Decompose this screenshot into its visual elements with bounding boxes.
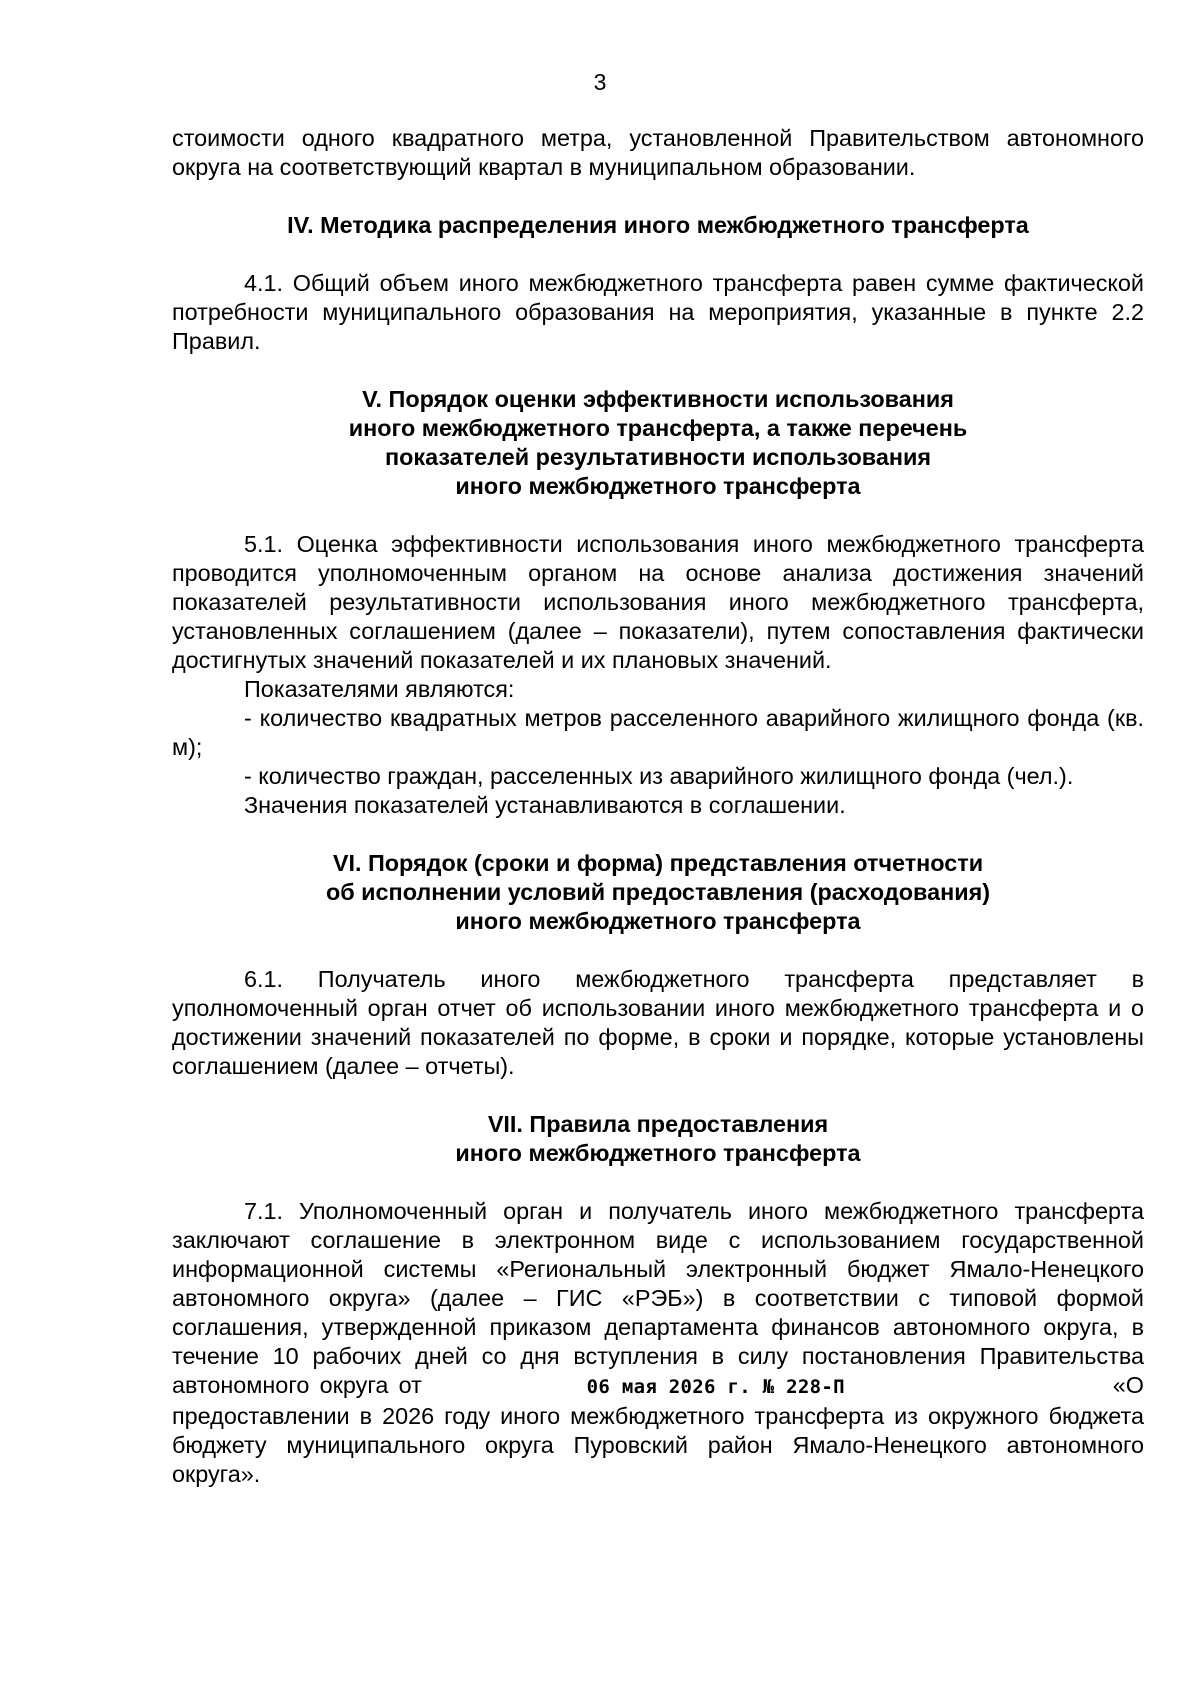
section-7-paragraph-text: 7.1. Уполномоченный орган и получатель иного межбюджетного трансферта заключают соглашение в электронном виде с использованием государственной информационной системы «Региональный электронный бюджет Ямало-Ненецкого автономного округа» (далее – ГИС «РЭБ») в соответствии с типовой формой соглашения, утвержденной приказом департамента финансов автономного округа, в течение 10 рабочих дней со дня вступления в силу постановления Правительства автономного округа [172,1198,1144,1398]
section-5-paragraph-2: Показателями являются: [244,676,515,702]
section-6-title-line: иного межбюджетного трансферта [455,908,861,934]
section-5-title-line: показателей результативности использования [384,444,932,470]
section-5-list-item-2: - количество граждан, расселенных из аварийного жилищного фонда (чел.). [244,763,1074,789]
section-5-title-line: V. Порядок оценки эффективности использования [362,386,954,412]
section-5-list-item-1: - количество квадратных метров расселенного аварийного жилищного фонда (кв. м); [172,705,1144,760]
section-5-title-line: иного межбюджетного трансферта, а также перечень [348,415,968,441]
section-6-title-line: об исполнении условий предоставления (расходования) [325,879,991,905]
ot-word: от [398,1372,422,1398]
section-4-title: IV. Методика распределения иного межбюджетного трансферта [287,212,1029,238]
document-body [172,124,1144,1489]
section-6-title-line: VI. Порядок (сроки и форма) представления отчетности [332,850,984,876]
section-5-title-line: иного межбюджетного трансферта [455,473,861,499]
section-4-paragraph-1: 4.1. Общий объем иного межбюджетного трансферта равен сумме фактической потребности муниципального образования на мероприятия, указанные в пункте 2.2 Правил. [172,270,1144,354]
section-7-title-line: VII. Правила предоставления [487,1111,829,1137]
section-6-paragraph-1: 6.1. Получатель иного межбюджетного трансферта представляет в уполномоченный орган отчет об использовании иного межбюджетного трансферта и о достижении значений показателей по форме, в сроки и порядке, которые установлены соглашением (далее – отчеты). [172,966,1144,1079]
section-6-title [172,849,1144,936]
section-5-title [172,385,1144,501]
date-stamp: 06 мая 2026 г. № 228-П [586,1376,845,1398]
section-5-paragraph-1: 5.1. Оценка эффективности использования иного межбюджетного трансферта проводится уполномоченным органом на основе анализа достижения значений показателей результативности использования иного межбюджетного трансферта, установленных соглашением (далее – показатели), путем сопоставления фактически достигнутых значений показателей и их плановых значений. [172,531,1144,673]
section-7-title [172,1110,1144,1168]
section-7-paragraph-1 [172,1197,1144,1489]
section-7-paragraph-text-end: «О предоставлении в 2026 году иного межбюджетного трансферта из окружного бюджета бюджету муниципального округа Пуровский район Ямало-Ненецкого автономного округа». [172,1372,1144,1487]
section-5-paragraph-5: Значения показателей устанавливаются в соглашении. [244,792,846,818]
intro-paragraph: стоимости одного квадратного метра, установленной Правительством автономного округа на соответствующий квартал в муниципальном образовании. [172,125,1144,180]
section-7-title-line: иного межбюджетного трансферта [455,1140,861,1166]
page-number: 3 [593,69,607,95]
